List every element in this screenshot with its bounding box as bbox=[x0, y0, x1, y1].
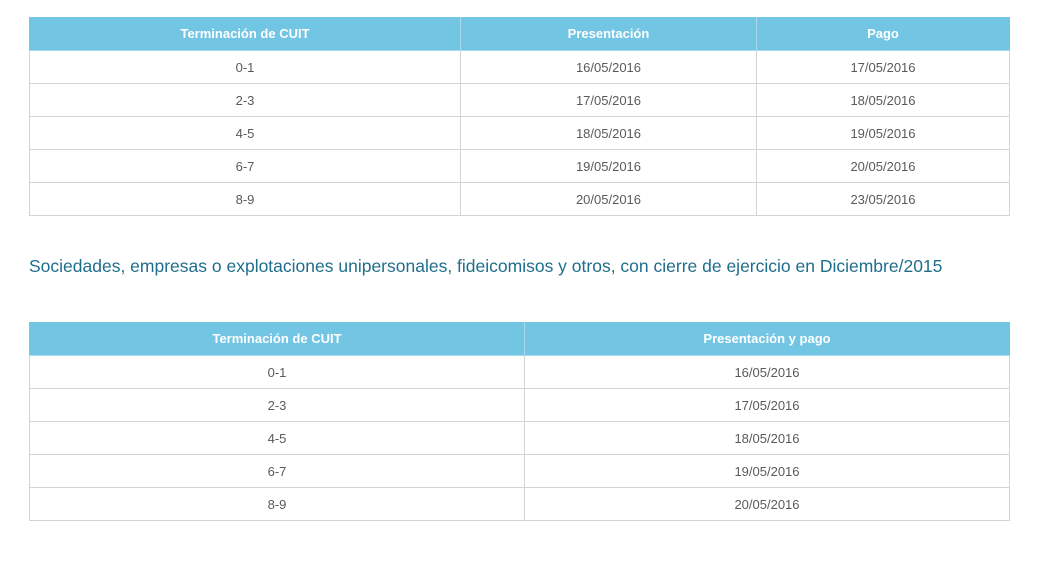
pago-cell: 18/05/2016 bbox=[757, 84, 1010, 117]
table-row bbox=[30, 117, 1010, 150]
cuit-cell: 0-1 bbox=[30, 356, 525, 389]
column-header-cuit: Terminación de CUIT bbox=[30, 322, 525, 356]
cuit-cell: 2-3 bbox=[30, 389, 525, 422]
pago-cell: 20/05/2016 bbox=[757, 150, 1010, 183]
presentacion-y-pago-cell: 19/05/2016 bbox=[525, 455, 1010, 488]
cuit-cell: 8-9 bbox=[30, 183, 461, 216]
schedule-table-1 bbox=[29, 17, 1010, 216]
table-row bbox=[30, 455, 1010, 488]
table-row bbox=[30, 183, 1010, 216]
presentacion-cell: 18/05/2016 bbox=[461, 117, 757, 150]
cuit-cell: 4-5 bbox=[30, 422, 525, 455]
section-heading: Sociedades, empresas o explotaciones unipersonales, fideicomisos y otros, con cierre de ejercicio en Diciembre/2015 bbox=[29, 256, 943, 276]
column-header-presentacion: Presentación bbox=[461, 17, 757, 51]
pago-cell: 17/05/2016 bbox=[757, 51, 1010, 84]
table-row bbox=[30, 389, 1010, 422]
cuit-cell: 4-5 bbox=[30, 117, 461, 150]
presentacion-cell: 20/05/2016 bbox=[461, 183, 757, 216]
table-header-row bbox=[30, 17, 1010, 51]
schedule-table-2 bbox=[29, 322, 1010, 521]
column-header-presentacion-y-pago: Presentación y pago bbox=[525, 322, 1010, 356]
presentacion-y-pago-cell: 18/05/2016 bbox=[525, 422, 1010, 455]
table-header-row bbox=[30, 322, 1010, 356]
presentacion-cell: 16/05/2016 bbox=[461, 51, 757, 84]
pago-cell: 19/05/2016 bbox=[757, 117, 1010, 150]
cuit-cell: 2-3 bbox=[30, 84, 461, 117]
presentacion-y-pago-cell: 17/05/2016 bbox=[525, 389, 1010, 422]
cuit-cell: 8-9 bbox=[30, 488, 525, 521]
presentacion-y-pago-cell: 20/05/2016 bbox=[525, 488, 1010, 521]
column-header-cuit: Terminación de CUIT bbox=[30, 17, 461, 51]
table-row bbox=[30, 51, 1010, 84]
table-row bbox=[30, 84, 1010, 117]
pago-cell: 23/05/2016 bbox=[757, 183, 1010, 216]
table-row bbox=[30, 488, 1010, 521]
cuit-cell: 6-7 bbox=[30, 455, 525, 488]
presentacion-cell: 19/05/2016 bbox=[461, 150, 757, 183]
cuit-cell: 0-1 bbox=[30, 51, 461, 84]
cuit-cell: 6-7 bbox=[30, 150, 461, 183]
presentacion-y-pago-cell: 16/05/2016 bbox=[525, 356, 1010, 389]
table-row bbox=[30, 422, 1010, 455]
presentacion-cell: 17/05/2016 bbox=[461, 84, 757, 117]
column-header-pago: Pago bbox=[757, 17, 1010, 51]
table-row bbox=[30, 356, 1010, 389]
table-row bbox=[30, 150, 1010, 183]
